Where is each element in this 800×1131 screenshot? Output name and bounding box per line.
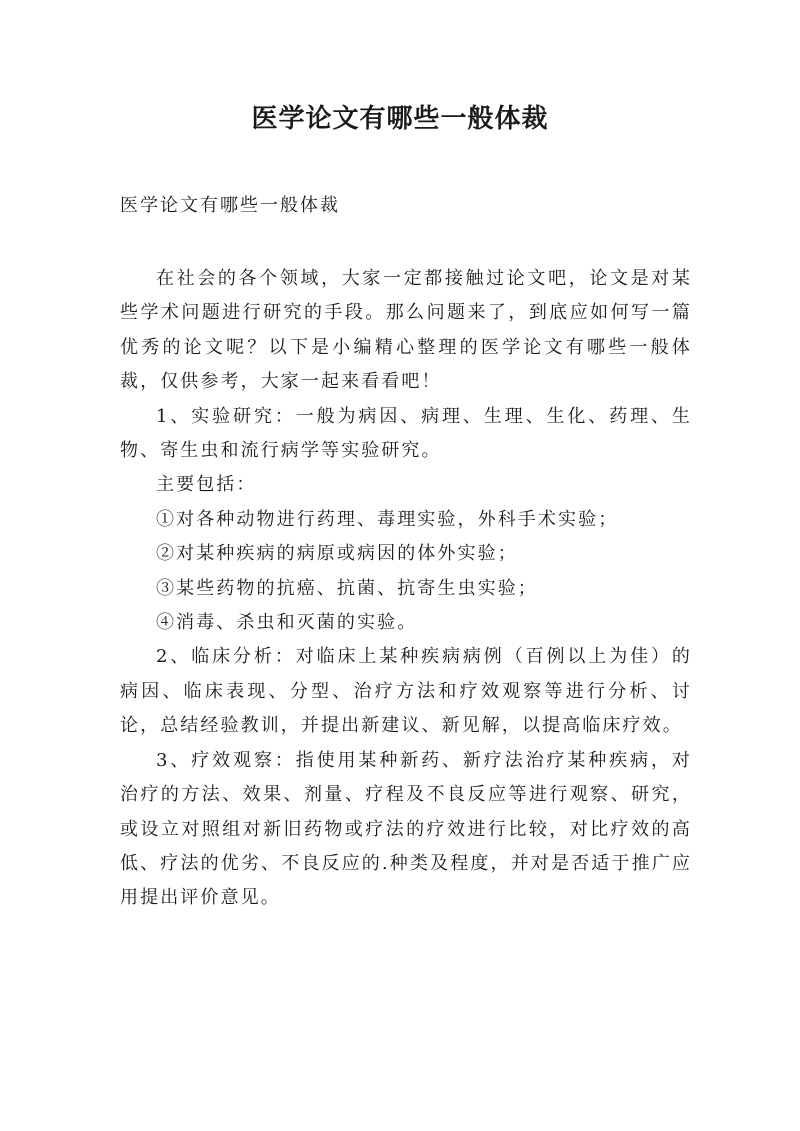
list-item-2: ②对某种疾病的病原或病因的体外实验；	[156, 543, 518, 565]
paragraph-main-includes: 主要包括：	[156, 474, 257, 496]
page-title: 医学论文有哪些一般体裁	[251, 104, 549, 134]
paragraph-clinical-analysis: 2、临床分析：对临床上某种疾病病例（百例以上为佳）的病因、临床表现、分型、治疗方法和疗效观察等进行分析、讨论，总结经验教训，并提出新建议、新见解，以提高临床疗效。	[120, 646, 692, 737]
paragraph-intro: 在社会的各个领域，大家一定都接触过论文吧，论文是对某些学术问题进行研究的手段。那么问题来了，到底应如何写一篇优秀的论文呢？以下是小编精心整理的医学论文有哪些一般体裁，仅供参考，大家一起来看看吧！	[120, 268, 692, 393]
paragraph-efficacy-observation: 3、疗效观察：指使用某种新药、新疗法治疗某种疾病，对治疗的方法、效果、剂量、疗程及不良反应等进行观察、研究，或设立对照组对新旧药物或疗法的疗效进行比较，对比疗效的高低、疗法的优劣、不良反应的.种类及程度，并对是否适于推广应用提出评价意见。	[120, 749, 692, 909]
document-subtitle: 医学论文有哪些一般体裁	[120, 195, 340, 216]
list-item-3: ③某些药物的抗癌、抗菌、抗寄生虫实验；	[156, 577, 538, 599]
paragraph-experimental-research: 1、实验研究：一般为病因、病理、生理、生化、药理、生物、寄生虫和流行病学等实验研究。	[120, 405, 692, 462]
list-item-4: ④消毒、杀虫和灭菌的实验。	[156, 612, 418, 634]
list-item-1: ①对各种动物进行药理、毒理实验，外科手术实验；	[156, 508, 619, 530]
document-body	[120, 262, 692, 916]
